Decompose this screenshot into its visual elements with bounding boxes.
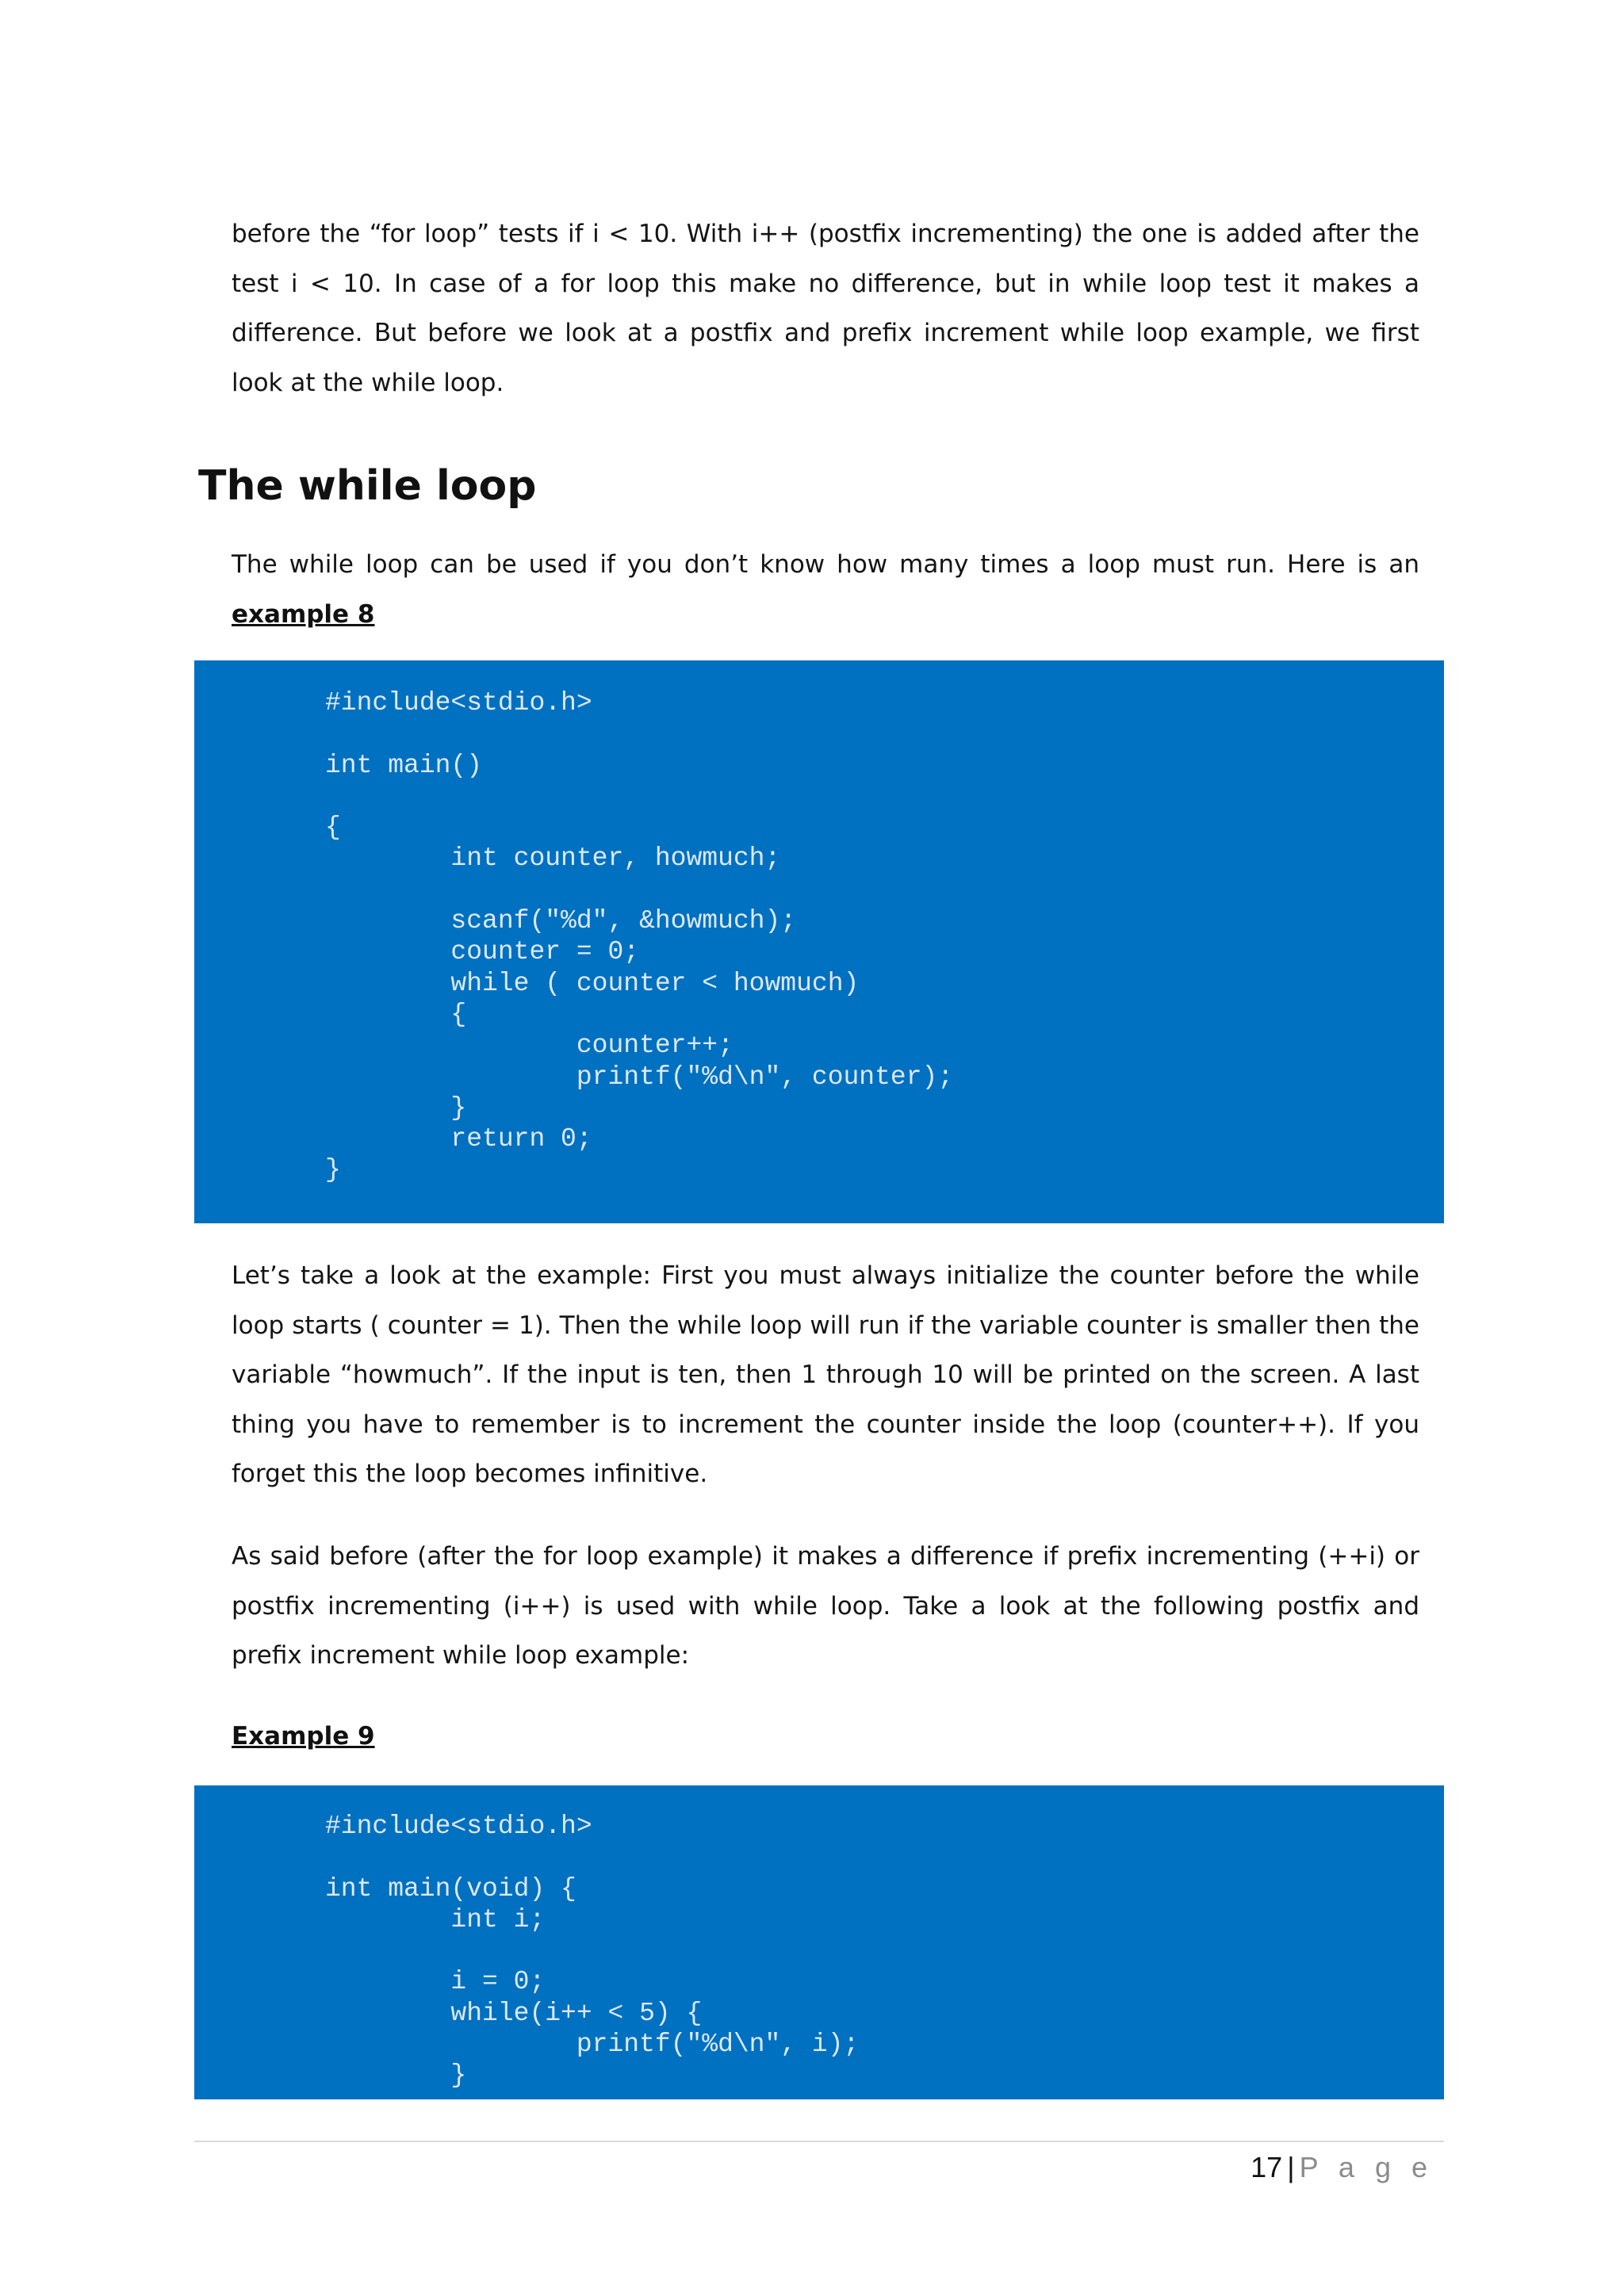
footer-separator: | [1287, 2151, 1295, 2183]
example-8-label: example 8 [232, 599, 375, 629]
page-footer [1251, 2145, 1434, 2190]
code-example-9: #include<stdio.h> int main(void) { int i; i = 0; while(i++ < 5) { printf("%d\n", i); } [325, 1812, 860, 2091]
page-label: P a g e [1299, 2151, 1434, 2183]
code-example-8: #include<stdio.h> int main() { int counter, howmuch; scanf("%d", &howmuch); counter = 0; while ( counter < howmuch) { counter++; printf("%d\n", counter); } return 0; } [325, 688, 954, 1185]
section-lead-paragraph [232, 540, 1419, 639]
explanation-paragraph-2: As said before (after the for loop example) it makes a difference if prefix incrementing (++i) or postfix incrementing (i++) is used with while loop. Take a look at the following postfix and prefix increment while loop example: [232, 1542, 1419, 1670]
code-block-example-9 [194, 1785, 1444, 2099]
page-number: 17 [1251, 2151, 1283, 2183]
section-lead-text: The while loop can be used if you don’t know how many times a loop must run. Here is an [232, 550, 1419, 579]
footer-divider [194, 2141, 1444, 2142]
example-9-label: Example 9 [232, 1722, 375, 1751]
code-block-example-8 [194, 660, 1444, 1223]
explanation-paragraph-1: Let’s take a look at the example: First you must always initialize the counter before the while loop starts ( counter = 1). Then the while loop will run if the variable counter is smaller then the variable “howmuch”. If the input is ten, then 1 through 10 will be printed on the screen. A last thing you have to remember is to increment the counter inside the loop (counter++). If you forget this the loop becomes infinitive. [232, 1261, 1419, 1488]
intro-paragraph: before the “for loop” tests if i < 10. With i++ (postfix incrementing) the one is added after the test i < 10. In case of a for loop this make no difference, but in while loop test it makes a difference. But before we look at a postfix and prefix increment while loop example, we first look at the while loop. [232, 220, 1419, 397]
section-heading: The while loop [198, 462, 537, 510]
